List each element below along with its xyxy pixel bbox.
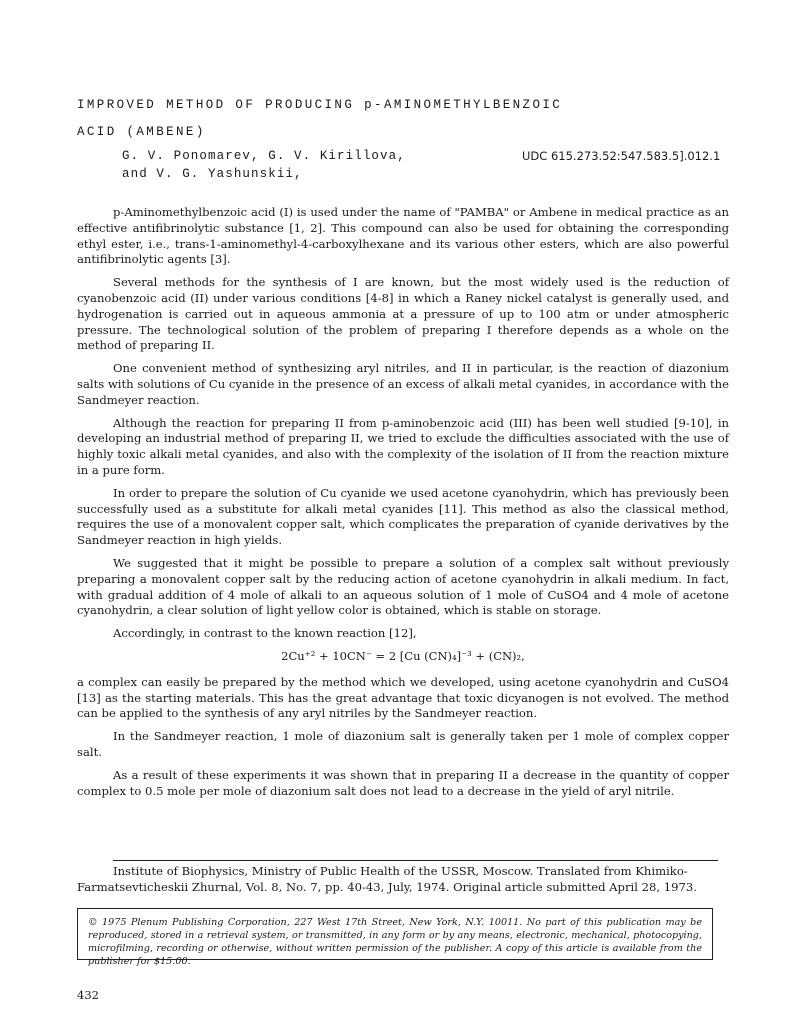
footnote-rule [113, 860, 718, 861]
paragraph: Although the reaction for preparing II from p-aminobenzoic acid (III) has been well studied [9-10], in developing an industrial method of preparing II, we tried to exclude the difficulties associated with the use of highly toxic alkali metal cyanides, and also with the complexity of the isolation of II from the reaction mixture in a pure form. [77, 415, 729, 477]
copyright-text: © 1975 Plenum Publishing Corporation, 227 West 17th Street, New York, N.Y. 10011. No part of this publication may be reproduced, stored in a retrieval system, or transmitted, in any form or by any means, electronic, mechanical, photocopying, microfilming, recording or otherwise, without written permission of the publisher. A copy of this article is available from the publisher for $15.00. [88, 917, 702, 967]
title-line-2: ACID (AMBENE) [77, 125, 206, 139]
paragraph: Several methods for the synthesis of I are known, but the most widely used is the reduction of cyanobenzoic acid (II) under various conditions [4-8] in which a Raney nickel catalyst is generally used, and hydrogenation is carried out in aqueous ammonia at a pressure of up to 100 atm or under atmospheric pressure. The technological solution of the problem of preparing I therefore depends as a whole on the method of preparing II. [77, 275, 729, 353]
copyright-notice [77, 908, 713, 967]
reaction-equation: 2Cu⁺² + 10CN⁻ = 2 [Cu (CN)₄]⁻³ + (CN)₂, [281, 648, 525, 663]
article-body [77, 205, 729, 806]
paragraph: We suggested that it might be possible to prepare a solution of a complex salt without previously preparing a monovalent copper salt by the reducing action of acetone cyanohydrin in alkali medium. In fact, with gradual addition of 4 mole of alkali to an aqueous solution of 1 mole of CuSO4 and 4 mole of acetone cyanohydrin, a clear solution of light yellow color is obtained, which is stable on storage. [77, 555, 729, 618]
paragraph: In the Sandmeyer reaction, 1 mole of diazonium salt is generally taken per 1 mole of complex copper salt. [77, 729, 729, 759]
paragraph: a complex can easily be prepared by the method which we developed, using acetone cyanohydrin and CuSO4 [13] as the starting materials. This has the great advantage that toxic dicyanogen is not evolved. The method can be applied to the synthesis of any aryl nitriles by the Sandmeyer reaction. [77, 674, 729, 721]
authors-line-1: G. V. Ponomarev, G. V. Kirillova, [122, 149, 406, 163]
page-number: 432 [77, 988, 99, 1002]
paragraph: One convenient method of synthesizing aryl nitriles, and II in particular, is the reaction of diazonium salts with solutions of Cu cyanide in the presence of an excess of alkali metal cyanides, in accordance with the Sandmeyer reaction. [77, 361, 729, 407]
paragraph: In order to prepare the solution of Cu cyanide we used acetone cyanohydrin, which has previously been successfully used as a substitute for alkali metal cyanides [11]. This method as also the classical method, requires the use of a monovalent copper salt, which complicates the preparation of cyanide derivatives by the Sandmeyer reaction in high yields. [77, 485, 729, 548]
affiliation-footnote: Institute of Biophysics, Ministry of Public Health of the USSR, Moscow. Translated from Khimiko-Farmatsevticheskii Zhurnal, Vol. 8, No. 7, pp. 40-43, July, 1974. Original article submitted April 28, 1973. [77, 864, 697, 894]
paper-title [77, 92, 717, 146]
authors-line-2: and V. G. Yashunskii, [122, 167, 303, 181]
title-line-1: IMPROVED METHOD OF PRODUCING p-AMINOMETHYLBENZOIC [77, 98, 563, 112]
paragraph: Accordingly, in contrast to the known reaction [12], [113, 626, 417, 641]
udc-code: UDC 615.273.52:547.583.5].012.1 [522, 149, 721, 163]
paragraph: As a result of these experiments it was shown that in preparing II a decrease in the quantity of copper complex to 0.5 mole per mole of diazonium salt does not lead to a decrease in the yield of aryl nitrile. [77, 767, 729, 798]
author-list [122, 147, 442, 183]
paragraph: p-Aminomethylbenzoic acid (I) is used under the name of "PAMBA" or Ambene in medical practice as an effective antifibrinolytic substance [1, 2]. This compound can also be used for obtaining the corresponding ethyl ester, i.e., trans-1-aminomethyl-4-carboxylhexane and its various other esters, which are also powerful antifibrinolytic agents [3]. [77, 205, 729, 267]
